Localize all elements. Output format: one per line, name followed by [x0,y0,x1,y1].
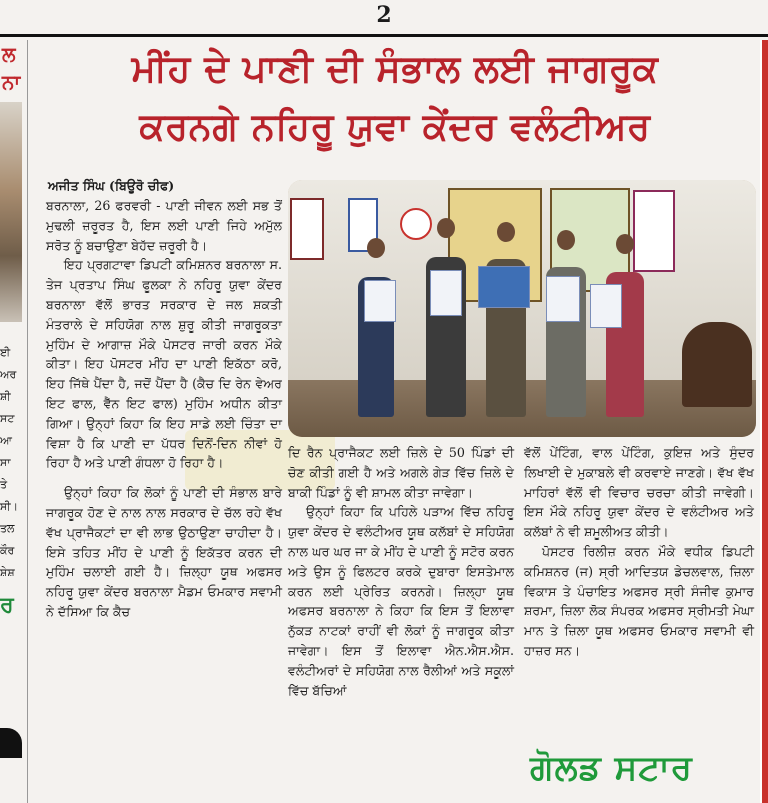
left-black-shape [0,728,22,758]
person-head [497,222,515,242]
paragraph: ਉਨ੍ਹਾਂ ਕਿਹਾ ਕਿ ਲੋਕਾਂ ਨੂੰ ਪਾਣੀ ਦੀ ਸੰਭਾਲ ਬਾਰੇ ਜਾਗਰੂਕ ਹੋਣ ਦੇ ਨਾਲ ਨਾਲ ਸਰਕਾਰ ਦੇ ਚੱਲ ਰਹੇ ਵੱਖ ਵੱਖ ਪ੍ਰਾਜੈਕਟਾਂ ਦਾ ਵੀ ਲਾਭ ਉਠਾਉਣਾ ਚਾਹੀਦਾ ਹੈ। ਇਸੇ ਤਹਿਤ ਮੀਂਹ ਦੇ ਪਾਣੀ ਨੂੰ ਇਕੱਤਰ ਕਰਨ ਦੀ ਮੁਹਿੰਮ ਚਲਾਈ ਗਈ ਹੈ। ਜ਼ਿਲ੍ਹਾ ਯੂਥ ਅਫਸਰ ਨਹਿਰੂ ਯੁਵਾ ਕੇਂਦਰ ਬਰਨਾਲਾ ਮੈਡਮ ਓਮਕਾਰ ਸਵਾਮੀ ਨੇ ਦੱਸਿਆ ਕਿ ਕੈਚ [46,485,282,619]
headline-line-2: ਕਰਨਗੇ ਨਹਿਰੂ ਯੁਵਾ ਕੇਂਦਰ ਵਲੰਟੀਅਰ [139,105,651,148]
right-edge-bar [760,40,768,803]
left-text-line: ਸ਼ੀ [0,390,11,403]
left-text-line: ਆ [0,434,12,447]
held-poster [590,284,622,328]
left-text-line: ਤੇ [0,478,8,491]
wall-emblem [400,208,432,240]
wall-poster [633,190,675,272]
event-photo [288,180,756,437]
left-text-line: ਸਟ [0,412,15,425]
left-text-line: ਸਾ [0,456,11,469]
article-headline [30,40,760,156]
held-poster [478,266,530,308]
left-green-fragment: ਰ [0,592,14,618]
byline: ਅਜੀਤ ਸਿੰਘ (ਬਿਊਰੋ ਚੀਫ) [48,178,175,193]
article-column-1 [46,196,282,622]
left-text-line: ਈ [0,346,11,359]
person-head [616,234,634,254]
paragraph: ਪੋਸਟਰ ਰਿਲੀਜ਼ ਕਰਨ ਮੌਕੇ ਵਧੀਕ ਡਿਪਟੀ ਕਮਿਸ਼ਨਰ (ਜ) ਸ੍ਰੀ ਆਦਿਤਯ ਡੇਚਲਵਾਲ, ਜ਼ਿਲਾ ਵਿਕਾਸ ਤੇ ਪੰਚਾਇਤ ਅਫਸਰ ਸ੍ਰੀ ਸੰਜੀਵ ਕੁਮਾਰ ਸ਼ਰਮਾ, ਜ਼ਿਲਾ ਲੋਕ ਸੰਪਰਕ ਅਫਸਰ ਸ੍ਰੀਮਤੀ ਮੇਘਾ ਮਾਨ ਤੇ ਜ਼ਿਲਾ ਯੂਥ ਅਫਸਰ ਓਮਕਾਰ ਸਵਾਮੀ ਵੀ ਹਾਜ਼ਰ ਸਨ। [524,543,754,658]
person-head [557,230,575,250]
column-divider [27,40,28,803]
held-poster [430,270,462,316]
office-chair [682,322,752,407]
article-column-2 [288,443,514,700]
person-head [367,238,385,258]
held-poster [364,280,396,322]
left-adjacent-column [0,40,24,803]
left-photo-fragment [0,102,22,322]
paragraph: ਉਨ੍ਹਾਂ ਕਿਹਾ ਕਿ ਪਹਿਲੇ ਪੜਾਅ ਵਿੱਚ ਨਹਿਰੂ ਯੁਵਾ ਕੇਂਦਰ ਦੇ ਵਲੰਟੀਅਰ ਯੂਥ ਕਲੱਬਾਂ ਦੇ ਸਹਿਯੋਗ ਨਾਲ ਘਰ ਘਰ ਜਾ ਕੇ ਮੀਂਹ ਦੇ ਪਾਣੀ ਨੂੰ ਸਟੋਰ ਕਰਨ ਅਤੇ ਉਸ ਨੂੰ ਫਿਲਟਰ ਕਰਕੇ ਦੁਬਾਰਾ ਇਸਤੇਮਾਲ ਕਰਨ ਲਈ ਪ੍ਰੇਰਿਤ ਕਰਨਗੇ। ਜ਼ਿਲ੍ਹਾ ਯੂਥ ਅਫਸਰ ਬਰਨਾਲਾ ਨੇ ਕਿਹਾ ਕਿ ਇਸ ਤੋਂ ਇਲਾਵਾ ਨੁੱਕੜ ਨਾਟਕਾਂ ਰਾਹੀਂ ਵੀ ਲੋਕਾਂ ਨੂੰ ਜਾਗਰੂਕ ਕੀਤਾ ਜਾਵੇਗਾ। ਇਸ ਤੋਂ ਇਲਾਵਾ ਐਨ.ਐਸ.ਐਸ. ਵਲੰਟੀਅਰਾਂ ਦੇ ਸਹਿਯੋਗ ਨਾਲ ਰੈਲੀਆਂ ਅਤੇ ਸਕੂਲਾਂ ਵਿੱਚ ਬੱਚਿਆਂ [288,504,514,698]
paragraph: ਦਿ ਰੈਨ ਪ੍ਰਾਜੈਕਟ ਲਈ ਜ਼ਿਲੇ ਦੇ 50 ਪਿੰਡਾਂ ਦੀ ਚੋਣ ਕੀਤੀ ਗਈ ਹੈ ਅਤੇ ਅਗਲੇ ਗੇੜ ਵਿੱਚ ਜ਼ਿਲੇ ਦੇ ਬਾਕੀ ਪਿੰਡਾਂ ਨੂੰ ਵੀ ਸ਼ਾਮਲ ਕੀਤਾ ਜਾਵੇਗਾ। [288,445,514,500]
held-poster [546,276,580,322]
left-text-line: ਸ਼ੇਸ਼ [0,566,15,579]
gold-star-logo: ਗੋਲਡ ਸਟਾਰ [530,748,693,788]
left-text-fragment [0,342,24,584]
page-number: 2 [376,2,392,28]
left-text-line: ਕੌਰ [0,544,15,557]
left-headline-fragment: ਲ ਨਾ [2,42,21,94]
left-text-line: ਤਲ [0,522,15,535]
paragraph: ਬਰਨਾਲਾ, 26 ਫਰਵਰੀ - ਪਾਣੀ ਜੀਵਨ ਲਈ ਸਭ ਤੋਂ ਮੁਢਲੀ ਜ਼ਰੂਰਤ ਹੈ, ਇਸ ਲਈ ਪਾਣੀ ਜਿਹੇ ਅਮੁੱਲ ਸਰੋਤ ਨੂੰ ਬਚਾਉਣਾ ਬੇਹੱਦ ਜ਼ਰੂਰੀ ਹੈ। [46,198,282,253]
paragraph: ਇਹ ਪ੍ਰਗਟਾਵਾ ਡਿਪਟੀ ਕਮਿਸ਼ਨਰ ਬਰਨਾਲਾ ਸ. ਤੇਜ ਪ੍ਰਤਾਪ ਸਿੰਘ ਫੂਲਕਾ ਨੇ ਨਹਿਰੂ ਯੁਵਾ ਕੇਂਦਰ ਬਰਨਾਲਾ ਵੱਲੋਂ ਭਾਰਤ ਸਰਕਾਰ ਦੇ ਜਲ ਸ਼ਕਤੀ ਮੰਤਰਾਲੇ ਦੇ ਸਹਿਯੋਗ ਨਾਲ ਸ਼ੁਰੂ ਕੀਤੀ ਜਾਗਰੂਕਤਾ ਮੁਹਿੰਮ ਦੇ ਆਗਾਜ਼ ਮੌਕੇ ਪੋਸਟਰ ਜਾਰੀ ਕਰਨ ਮੌਕੇ ਕੀਤਾ। ਇਹ ਪੋਸਟਰ ਮੀਂਹ ਦਾ ਪਾਣੀ ਇਕੱਠਾ ਕਰੋ, ਇਹ ਜਿੱਥੇ ਪੈਂਦਾ ਹੈ, ਜਦੋਂ ਪੈਂਦਾ ਹੈ (ਕੈਚ ਦਿ ਰੇਨ ਵੇਅਰ ਇਟ ਫਾਲ, ਵੈੱਨ ਇਟ ਫਾਲ) ਮੁਹਿੰਮ ਅਧੀਨ ਕੀਤਾ ਗਿਆ। ਉਨ੍ਹਾਂ ਕਿਹਾ ਕਿ ਇਹ ਸਾਡੇ ਲਈ ਚਿੰਤਾ ਦਾ ਵਿਸ਼ਾ ਹੈ ਕਿ ਪਾਣੀ ਦਾ ਪੱਧਰ ਦਿਨੋਂ-ਦਿਨ ਨੀਵਾਂ ਹੋ ਰਿਹਾ ਹੈ ਅਤੇ ਪਾਣੀ ਗੰਧਲਾ ਹੋ ਰਿਹਾ ਹੈ। [46,257,282,471]
headline-line-1: ਮੀਂਹ ਦੇ ਪਾਣੀ ਦੀ ਸੰਭਾਲ ਲਈ ਜਾਗਰੂਕ [131,47,659,90]
person-head [437,218,455,238]
paragraph: ਵੱਲੋਂ ਪੇਂਟਿੰਗ, ਵਾਲ ਪੇਂਟਿੰਗ, ਕੁਇਜ਼ ਅਤੇ ਸੁੰਦਰ ਲਿਖਾਈ ਦੇ ਮੁਕਾਬਲੇ ਵੀ ਕਰਵਾਏ ਜਾਣਗੇ। ਵੱਖ ਵੱਖ ਮਾਹਿਰਾਂ ਵੱਲੋਂ ਵੀ ਵਿਚਾਰ ਚਰਚਾ ਕੀਤੀ ਜਾਵੇਗੀ। ਇਸ ਮੌਕੇ ਨਹਿਰੂ ਯੁਵਾ ਕੇਂਦਰ ਦੇ ਵਲੰਟੀਅਰ ਅਤੇ ਕਲੱਬਾਂ ਨੇ ਵੀ ਸ਼ਮੂਲੀਅਤ ਕੀਤੀ। [524,445,754,540]
article-column-3 [524,443,754,661]
wall-poster [290,198,324,260]
left-text-line: ਸੀ। [0,500,19,513]
left-text-line: ਅਰ [0,368,17,381]
top-rule [0,34,768,37]
